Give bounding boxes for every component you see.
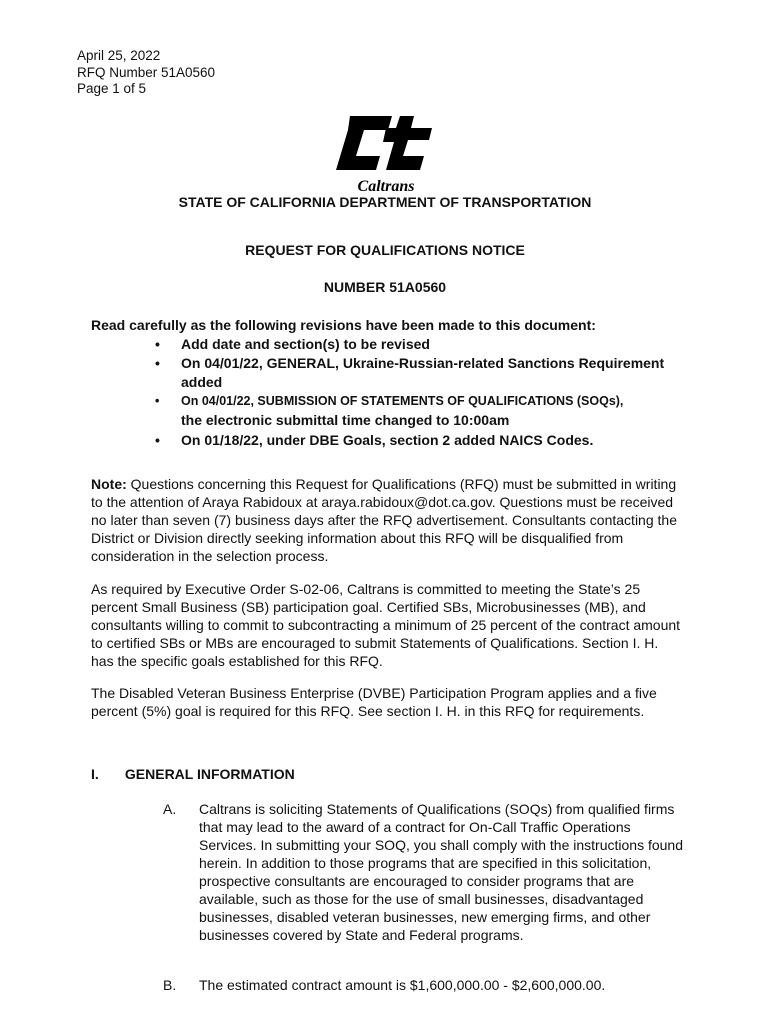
note-label: Note:	[91, 476, 127, 492]
item-text: The estimated contract amount is $1,600,000.00 - $2,600,000.00.	[199, 977, 606, 993]
revision-item: • On 04/01/22, SUBMISSION OF STATEMENTS OF QUALIFICATIONS (SOQs), the electronic submittal time changed to 10:00am	[155, 394, 624, 428]
revision-item: • On 01/18/22, under DBE Goals, section 2 added NAICS Codes.	[155, 432, 594, 448]
section-item	[163, 976, 683, 994]
caltrans-logo	[326, 112, 438, 194]
bullet-icon: •	[155, 432, 160, 448]
header-page-number: Page 1 of 5	[77, 81, 147, 96]
caltrans-logo-mark	[326, 112, 438, 194]
notice-number: NUMBER 51A0560	[323, 279, 447, 295]
caltrans-wordmark: Caltrans	[357, 178, 415, 194]
document-header	[77, 48, 215, 98]
item-letter: A.	[163, 801, 177, 817]
item-letter: B.	[163, 977, 177, 993]
department-title: STATE OF CALIFORNIA DEPARTMENT OF TRANSPORTATION	[178, 194, 592, 210]
dvbe-paragraph: The Disabled Veteran Business Enterprise (DVBE) Participation Program applies and a five percent (5%) goal is required for this RFQ. See section I. H. in this RFQ for requirements.	[91, 685, 657, 719]
section-title: GENERAL INFORMATION	[124, 766, 295, 782]
section-number: I.	[91, 766, 99, 782]
revision-item: • On 04/01/22, GENERAL, Ukraine-Russian-related Sanctions Requirement added	[155, 355, 665, 390]
bullet-icon: •	[155, 394, 160, 408]
bullet-icon: •	[155, 355, 160, 371]
item-text: Caltrans is soliciting Statements of Qualifications (SOQs) from qualified firms that may lead to the award of a contract for On-Call Traffic Operations Services. In submitting your SOQ, you shall comply with the instructions found herein. In addition to those programs that are specified in this solicitation, prospective consultants are encouraged to consider programs that are available, such as those for the use of small businesses, disadvantaged businesses, disabled veteran businesses, new emerging firms, and other businesses covered by State and Federal programs.	[199, 801, 683, 943]
header-rfq-number: RFQ Number 51A0560	[77, 64, 216, 80]
revisions-intro: Read carefully as the following revisions have been made to this document:	[91, 317, 596, 333]
header-date: April 25, 2022	[77, 48, 161, 63]
notice-title: REQUEST FOR QUALIFICATIONS NOTICE	[245, 242, 525, 258]
section-heading	[91, 766, 295, 782]
section-item	[163, 800, 683, 944]
revision-item: • Add date and section(s) to be revised	[155, 336, 430, 352]
note-paragraph	[91, 475, 681, 565]
revisions-list	[91, 335, 691, 450]
note-text: Questions concerning this Request for Qualifications (RFQ) must be submitted in writing to the attention of Araya Rabidoux at araya.rabidoux@dot.ca.gov. Questions must be received no later than seven (7) business days after the RFQ advertisement. Consultants contacting the District or Division directly seeking information about this RFQ will be disqualified from consideration in the selection process.	[91, 476, 677, 564]
revisions-block	[91, 316, 691, 450]
bullet-icon: •	[155, 336, 160, 352]
small-business-paragraph: As required by Executive Order S-02-06, Caltrans is committed to meeting the State’s 25 percent Small Business (SB) participation goal. Certified SBs, Microbusinesses (MB), and consultants willing to commit to subcontracting a minimum of 25 percent of the contract amount to certified SBs or MBs are encouraged to submit Statements of Qualifications. Section I. H. has the specific goals established for this RFQ.	[91, 581, 681, 669]
